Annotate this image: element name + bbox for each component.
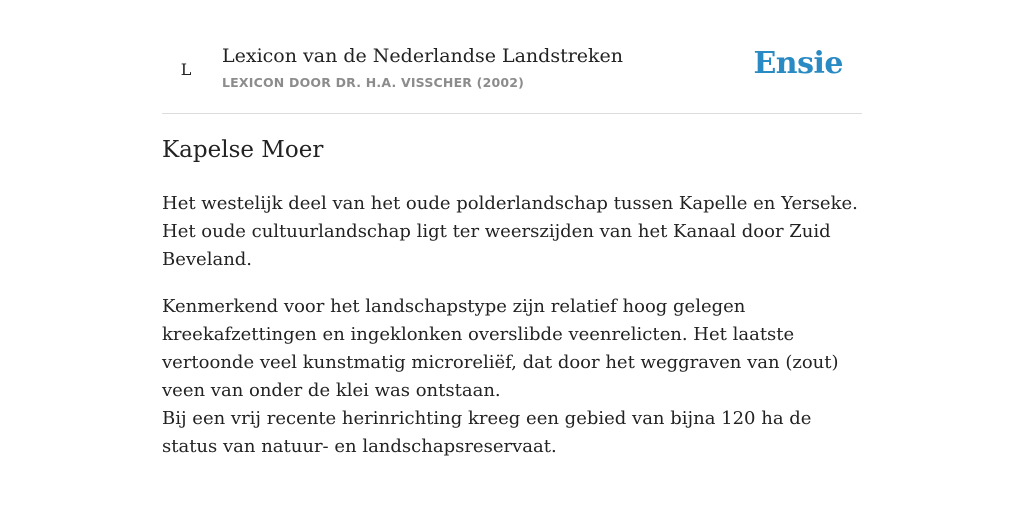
entry-paragraph bbox=[162, 293, 862, 461]
entry-paragraph: Het westelijk deel van het oude polderlandschap tussen Kapelle en Yerseke. Het oude cultuurlandschap ligt ter weerszijden van het Kanaal door Zuid Beveland. bbox=[162, 193, 858, 270]
entry-paragraph-line: Kenmerkend voor het landschapstype zijn relatief hoog gelegen kreekafzettingen en ingeklonken overslibde veenrelicten. Het laatste vertoonde veel kunstmatig microreliëf, dat door het weggraven van (zout) veen van onder de klei was ontstaan. bbox=[162, 296, 839, 401]
page-container bbox=[162, 0, 862, 457]
letter-badge[interactable]: L bbox=[180, 60, 192, 79]
lexicon-header bbox=[162, 0, 862, 114]
entry-body bbox=[162, 190, 862, 480]
lexicon-title[interactable]: Lexicon van de Nederlandse Landstreken bbox=[222, 45, 624, 67]
entry-paragraph-line: Bij een vrij recente herinrichting kreeg een gebied van bijna 120 ha de status van natuur- en landschapsreservaat. bbox=[162, 408, 812, 457]
entry-title: Kapelse Moer bbox=[162, 137, 324, 163]
lexicon-subtitle: LEXICON DOOR DR. H.A. VISSCHER (2002) bbox=[222, 75, 525, 90]
site-logo[interactable]: Ensie bbox=[753, 46, 843, 81]
